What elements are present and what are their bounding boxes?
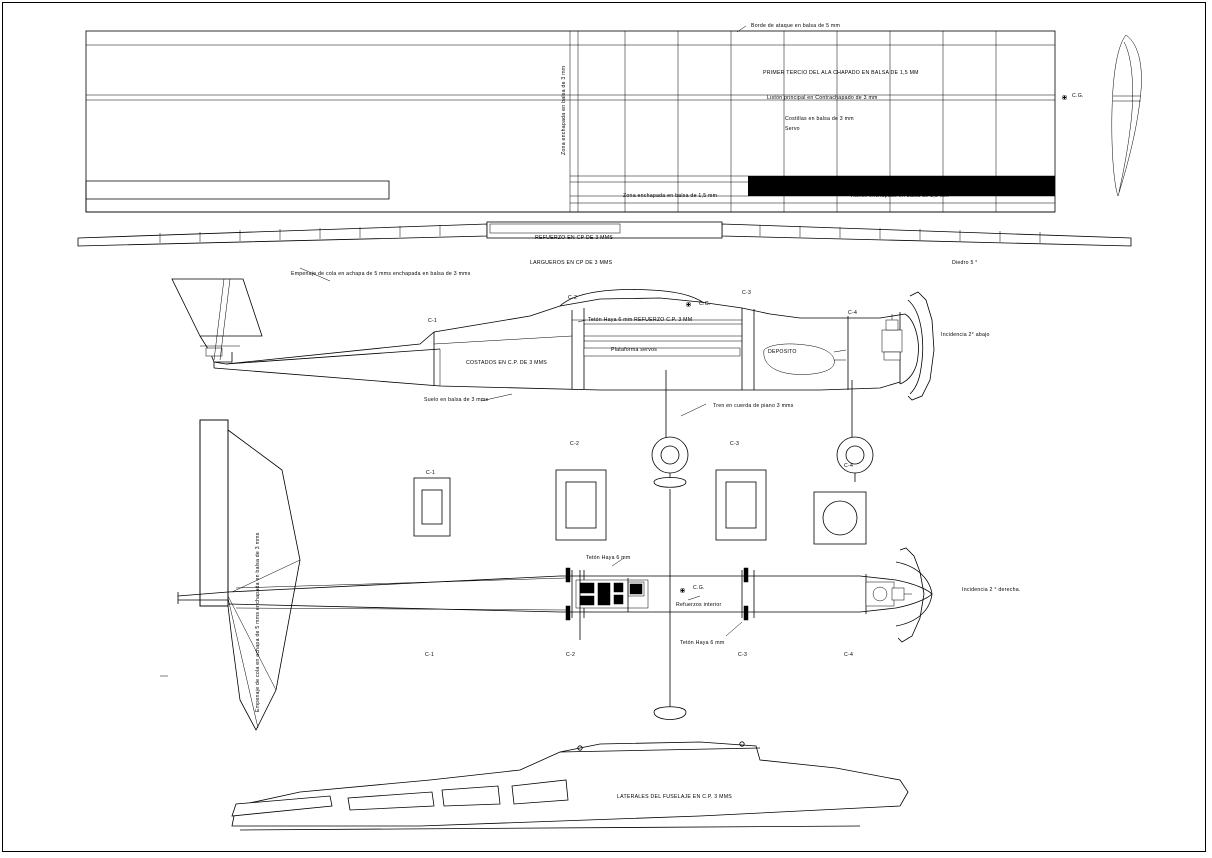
label-part-c4: C-4 — [844, 463, 854, 469]
label-inner-reinforcement: Refuerzos interior — [676, 602, 722, 608]
label-sides-cp3: COSTADOS EN C.P. DE 3 MMS — [466, 360, 548, 366]
label-bulkhead-c3-side: C-3 — [742, 290, 752, 296]
label-tail-plan-note: Empenaje de cola en achapa de 5 mms enchapada en balsa de 3 mms — [255, 532, 261, 712]
cg-marker-plan — [680, 588, 685, 593]
label-plan-c1: C-1 — [425, 652, 435, 658]
label-servo: Servo — [785, 126, 800, 132]
label-wing-first-third-sheeting: PRIMER TERCIO DEL ALA CHAPADO EN BALSA DE 1,5 MM — [763, 70, 919, 76]
label-fuselage-sides: LATERALES DEL FUSELAJE EN C.P. 3 MMS — [617, 794, 732, 800]
cg-marker-side — [686, 302, 691, 307]
label-reinforcement-cp3-side: REFUERZO C.P. 3 MM — [634, 317, 693, 323]
label-plan-c2: C-2 — [566, 652, 576, 658]
label-incidence-side: Incidencia 2° abajo — [941, 332, 990, 338]
label-plan-c3: C-3 — [738, 652, 748, 658]
label-main-spar: Listón principal en Contrachapado de 3 mm — [767, 95, 878, 101]
label-part-c1: C-1 — [426, 470, 436, 476]
label-tenon-haya-6-plan-bottom: Tetón Haya 6 mm — [680, 640, 725, 646]
label-tenon-haya-6-plan-top: Tetón Haya 6 mm — [586, 555, 631, 561]
label-wing-leading-edge: Borde de ataque en balsa de 5 mm — [751, 23, 841, 29]
label-part-c2: C-2 — [570, 441, 580, 447]
label-dihedral: Diedro 5 ° — [952, 260, 978, 266]
label-sheeted-zone-15mm: Zona enchapada en balsa de 1,5 mm — [623, 193, 718, 199]
label-incidence-plan: Incidencia 2 ° derecha. — [962, 587, 1021, 593]
label-landing-gear: Tren en cuerda de piano 3 mms — [713, 403, 794, 409]
label-sheeted-zone-3mm: Zona enchapada en balsa de 3 mm — [561, 65, 567, 155]
label-stringer-cp3: LARGUEROS EN CP DE 3 MMS — [530, 260, 613, 266]
label-cg-wing: C.G. — [1072, 93, 1084, 99]
label-tail-leading-edge: Empenaje de cola en achapa de 5 mms enchapada en balsa de 3 mms — [291, 271, 471, 277]
label-cg-plan: C.G. — [693, 585, 705, 591]
label-bulkhead-c2-side: C-2 — [568, 295, 578, 301]
label-tenon-haya-6-side: Tetón Haya 6 mm — [588, 317, 633, 323]
label-cg-side: C.G. — [699, 301, 711, 307]
label-bulkhead-c4-side: C-4 — [848, 310, 858, 316]
label-fuel-tank: DEPOSITO — [768, 349, 797, 355]
label-plan-c4: C-4 — [844, 652, 854, 658]
label-floor-balsa3: Suelo en balsa de 3 mms — [424, 397, 489, 403]
label-aileron-sheeted: Alerón enchapado en balsa de 1,5 mm — [851, 193, 949, 199]
label-reinforcement-cp3-top: REFUERZO EN CP DE 3 MMS — [535, 235, 613, 241]
label-servo-platform: Plataforma servos — [611, 347, 658, 353]
cg-marker-wing — [1062, 95, 1067, 100]
label-ribs: Costillas en balsa de 3 mm — [785, 116, 854, 122]
label-part-c3: C-3 — [730, 441, 740, 447]
label-bulkhead-c1-side: C-1 — [428, 318, 438, 324]
